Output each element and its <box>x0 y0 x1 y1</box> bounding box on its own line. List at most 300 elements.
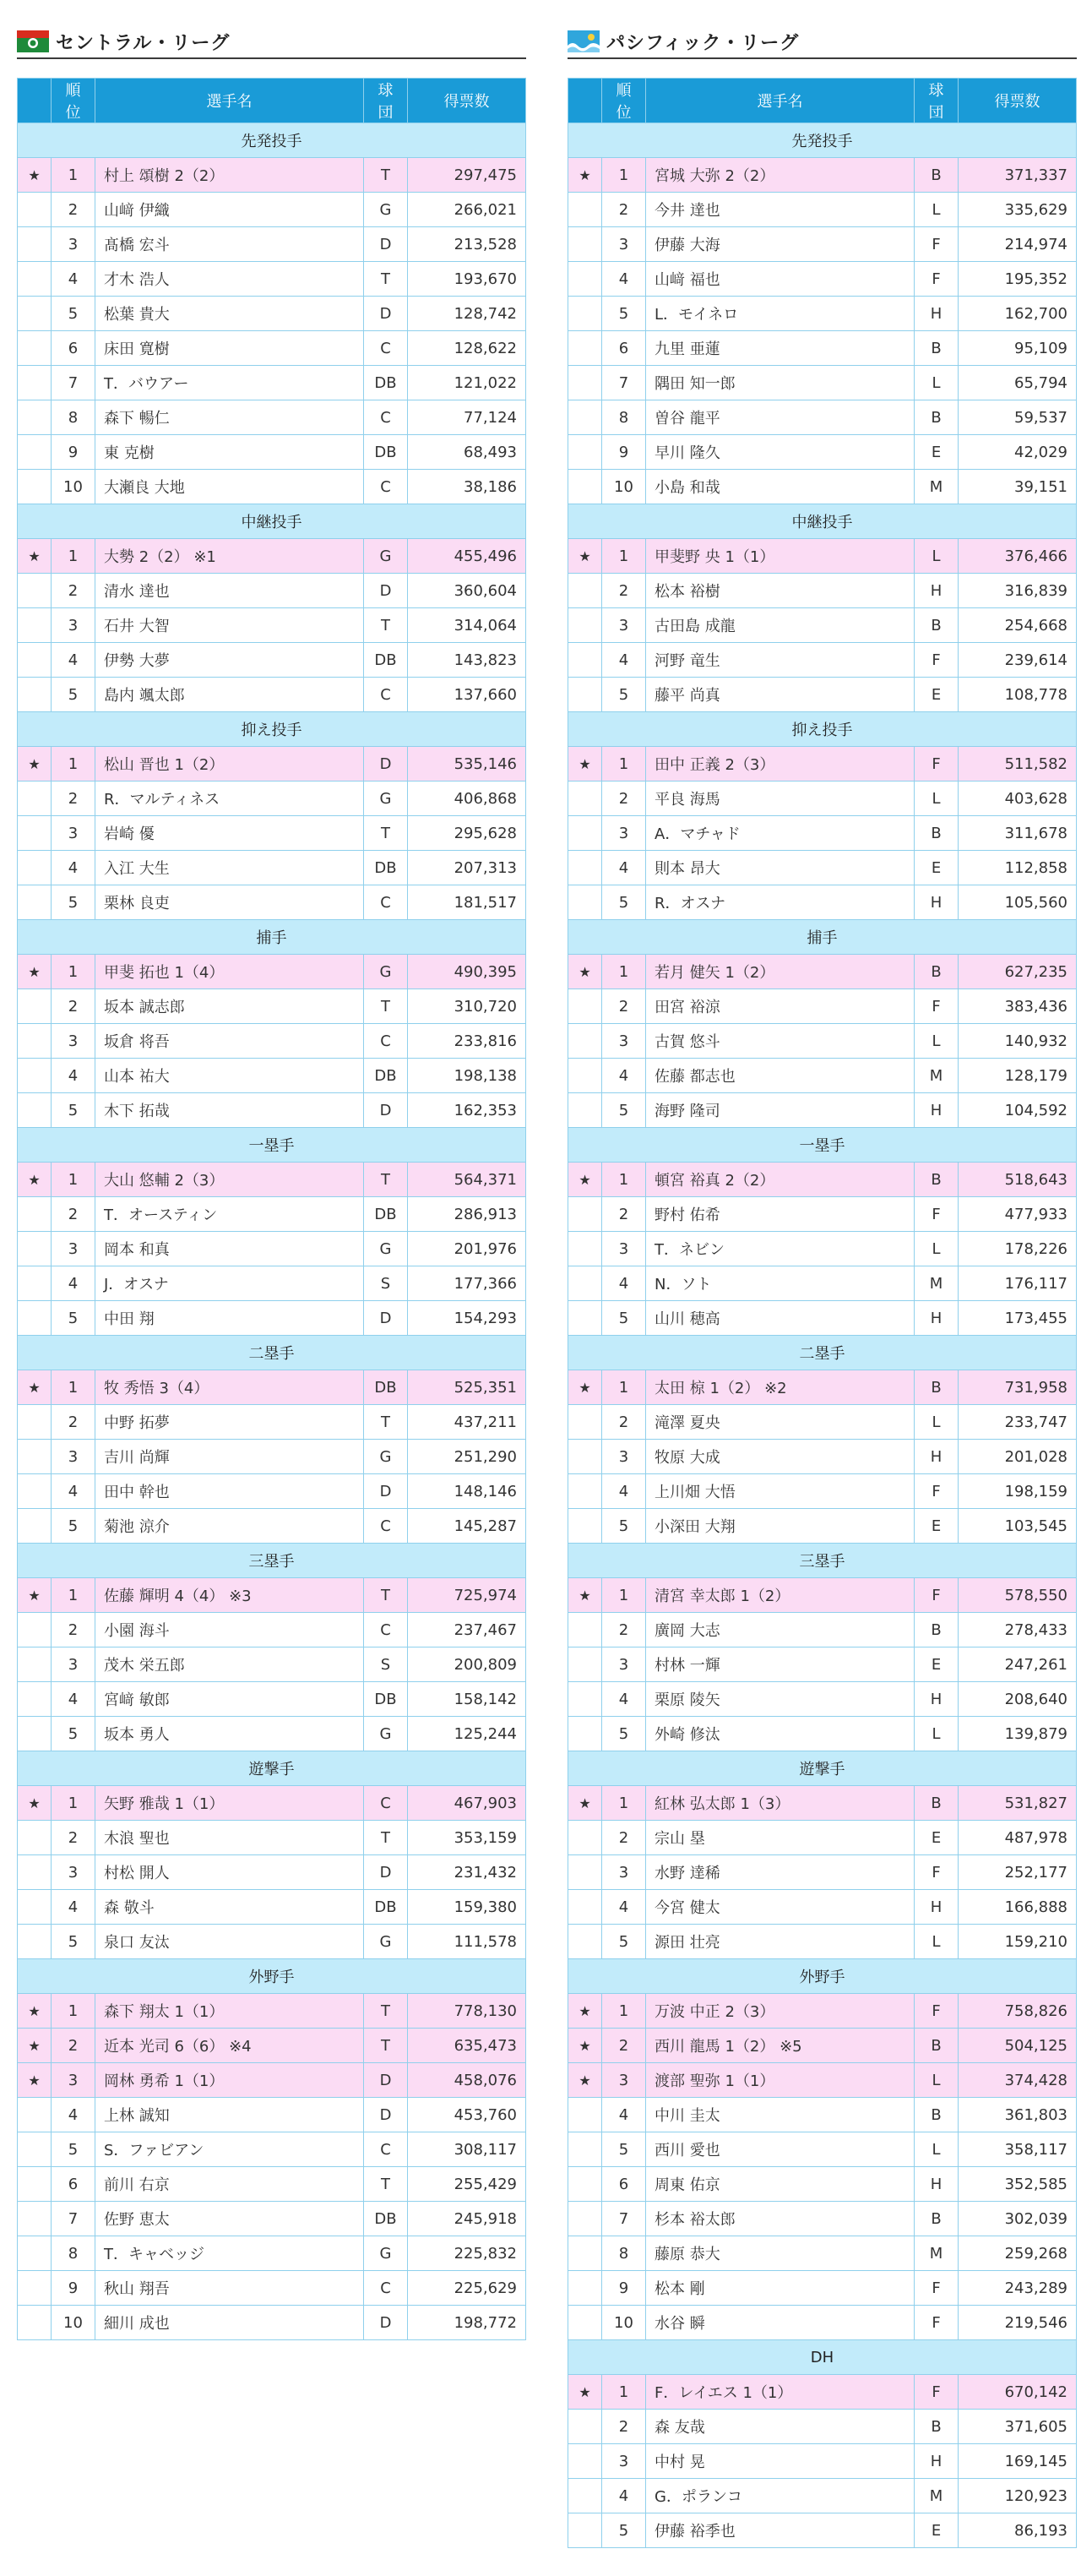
rank-cell: 5 <box>602 1301 646 1336</box>
player-name-cell: 河野 竜生 <box>646 643 915 678</box>
table-row <box>18 193 526 227</box>
votes-cell: 725,974 <box>408 1578 526 1613</box>
star-cell <box>568 885 602 920</box>
rank-cell: 1 <box>52 1578 95 1613</box>
star-cell <box>18 1266 52 1301</box>
votes-cell: 531,827 <box>959 1786 1077 1821</box>
player-name-cell: 宮﨑 敏郎 <box>95 1682 364 1717</box>
star-cell <box>18 331 52 366</box>
rank-cell: 9 <box>52 435 95 470</box>
table-row <box>568 747 1077 782</box>
team-cell: F <box>915 989 959 1024</box>
pacific-league-panel <box>568 25 1077 2548</box>
rank-cell: 10 <box>602 470 646 504</box>
table-row <box>18 1474 526 1509</box>
player-name-cell: 若月 健矢 1（2） <box>646 955 915 989</box>
position-label: 抑え投手 <box>18 712 526 747</box>
rank-cell: 6 <box>602 331 646 366</box>
votes-cell: 225,832 <box>408 2236 526 2271</box>
votes-cell: 38,186 <box>408 470 526 504</box>
team-cell: E <box>915 1509 959 1544</box>
star-cell <box>18 1440 52 1474</box>
team-cell: L <box>915 193 959 227</box>
rank-cell: 7 <box>52 366 95 400</box>
star-cell <box>568 2202 602 2236</box>
player-name-cell: 細川 成也 <box>95 2306 364 2340</box>
team-cell: F <box>915 227 959 262</box>
team-cell: H <box>915 1890 959 1925</box>
star-cell <box>18 2306 52 2340</box>
votes-cell: 352,585 <box>959 2167 1077 2202</box>
table-row <box>18 885 526 920</box>
league-name: セントラル・リーグ <box>56 32 231 54</box>
star-cell <box>568 643 602 678</box>
votes-cell: 490,395 <box>408 955 526 989</box>
player-name-cell: 村上 頌樹 2（2） <box>95 158 364 193</box>
player-name-cell: 栗原 陵矢 <box>646 1682 915 1717</box>
star-cell <box>568 1266 602 1301</box>
star-cell <box>18 2202 52 2236</box>
rank-column-header: 順位 <box>52 79 95 123</box>
team-cell: F <box>915 643 959 678</box>
team-cell: E <box>915 435 959 470</box>
votes-cell: 406,868 <box>408 782 526 816</box>
rank-cell: 5 <box>602 297 646 331</box>
table-row <box>568 1163 1077 1197</box>
team-cell: D <box>364 2063 408 2098</box>
star-cell <box>568 1925 602 1959</box>
star-cell <box>568 331 602 366</box>
position-header-row <box>568 1751 1077 1786</box>
position-header-row <box>18 712 526 747</box>
votes-cell: 178,226 <box>959 1232 1077 1266</box>
team-cell: G <box>364 193 408 227</box>
rank-cell: 5 <box>52 678 95 712</box>
rank-cell: 2 <box>602 193 646 227</box>
position-header-row <box>18 1128 526 1163</box>
star-cell <box>18 366 52 400</box>
player-name-cell: 紅林 弘太郎 1（3） <box>646 1786 915 1821</box>
position-label: 三塁手 <box>568 1544 1077 1578</box>
star-cell <box>568 2167 602 2202</box>
table-row <box>568 1509 1077 1544</box>
position-header-row <box>568 1959 1077 1994</box>
votes-cell: 511,582 <box>959 747 1077 782</box>
table-row <box>18 262 526 297</box>
star-cell <box>18 816 52 851</box>
rank-cell: 5 <box>52 1509 95 1544</box>
votes-cell: 778,130 <box>408 1994 526 2029</box>
rank-cell: 2 <box>52 2029 95 2063</box>
player-name-cell: 則本 昂大 <box>646 851 915 885</box>
rank-cell: 5 <box>52 1717 95 1751</box>
star-cell <box>18 1405 52 1440</box>
rank-cell: 4 <box>52 1474 95 1509</box>
player-name-cell: 山川 穂高 <box>646 1301 915 1336</box>
table-row <box>568 2513 1077 2548</box>
table-row <box>18 1266 526 1301</box>
table-row <box>568 331 1077 366</box>
rank-cell: 8 <box>602 400 646 435</box>
table-row <box>568 989 1077 1024</box>
team-cell: T <box>364 262 408 297</box>
star-cell <box>568 400 602 435</box>
team-cell: C <box>364 678 408 712</box>
star-cell <box>568 989 602 1024</box>
star-cell <box>18 400 52 435</box>
player-name-cell: 小園 海斗 <box>95 1613 364 1647</box>
star-cell <box>568 1509 602 1544</box>
player-name-cell: 森下 翔太 1（1） <box>95 1994 364 2029</box>
player-name-cell: 佐野 恵太 <box>95 2202 364 2236</box>
star-cell <box>18 2167 52 2202</box>
rank-cell: 5 <box>52 1925 95 1959</box>
table-row <box>568 2132 1077 2167</box>
votes-cell: 477,933 <box>959 1197 1077 1232</box>
votes-cell: 176,117 <box>959 1266 1077 1301</box>
star-cell <box>18 1821 52 1855</box>
table-row <box>568 2479 1077 2513</box>
star-cell <box>18 608 52 643</box>
table-row <box>568 1232 1077 1266</box>
votes-cell: 371,605 <box>959 2410 1077 2444</box>
rank-cell: 9 <box>602 435 646 470</box>
team-cell: H <box>915 2444 959 2479</box>
rank-cell: 5 <box>602 1717 646 1751</box>
player-name-cell: 野村 佑希 <box>646 1197 915 1232</box>
rank-cell: 4 <box>52 1059 95 1093</box>
elected-star-icon: ★ <box>568 2029 602 2063</box>
player-name-cell: T．キャベッジ <box>95 2236 364 2271</box>
team-cell: B <box>915 331 959 366</box>
table-row <box>18 400 526 435</box>
table-row <box>18 1821 526 1855</box>
rank-cell: 6 <box>52 331 95 366</box>
rank-cell: 1 <box>602 1994 646 2029</box>
table-row <box>18 851 526 885</box>
league-header <box>17 25 526 59</box>
star-cell <box>568 1197 602 1232</box>
votes-column-header: 得票数 <box>408 79 526 123</box>
votes-cell: 198,772 <box>408 2306 526 2340</box>
player-name-cell: 岡本 和真 <box>95 1232 364 1266</box>
votes-cell: 65,794 <box>959 366 1077 400</box>
star-cell <box>18 851 52 885</box>
player-name-cell: 中川 圭太 <box>646 2098 915 2132</box>
table-row <box>18 227 526 262</box>
player-name-cell: 杉本 裕太郎 <box>646 2202 915 2236</box>
team-cell: G <box>364 1717 408 1751</box>
player-name-cell: L．モイネロ <box>646 297 915 331</box>
votes-cell: 140,932 <box>959 1024 1077 1059</box>
team-cell: C <box>364 1024 408 1059</box>
rank-cell: 1 <box>52 1370 95 1405</box>
votes-cell: 162,353 <box>408 1093 526 1128</box>
rank-cell: 1 <box>602 1370 646 1405</box>
votes-cell: 120,923 <box>959 2479 1077 2513</box>
league-header <box>568 25 1077 59</box>
central-vote-table <box>17 78 526 2340</box>
votes-cell: 166,888 <box>959 1890 1077 1925</box>
votes-cell: 245,918 <box>408 2202 526 2236</box>
position-label: 遊撃手 <box>568 1751 1077 1786</box>
table-row <box>18 643 526 678</box>
team-cell: T <box>364 608 408 643</box>
position-label: 先発投手 <box>568 123 1077 158</box>
team-cell: L <box>915 1405 959 1440</box>
team-cell: H <box>915 1093 959 1128</box>
table-row <box>568 1093 1077 1128</box>
votes-cell: 254,668 <box>959 608 1077 643</box>
star-cell <box>18 1890 52 1925</box>
team-cell: H <box>915 2167 959 2202</box>
position-label: DH <box>568 2340 1077 2375</box>
table-row <box>568 678 1077 712</box>
position-label: 外野手 <box>18 1959 526 1994</box>
rank-cell: 4 <box>602 1266 646 1301</box>
team-cell: L <box>915 2132 959 2167</box>
star-cell <box>568 1093 602 1128</box>
star-cell <box>18 227 52 262</box>
team-cell: DB <box>364 643 408 678</box>
table-row <box>568 539 1077 574</box>
table-row <box>568 1440 1077 1474</box>
rank-cell: 1 <box>52 747 95 782</box>
star-cell <box>568 470 602 504</box>
table-row <box>568 574 1077 608</box>
rank-cell: 2 <box>602 1197 646 1232</box>
votes-cell: 104,592 <box>959 1093 1077 1128</box>
votes-cell: 177,366 <box>408 1266 526 1301</box>
votes-cell: 201,976 <box>408 1232 526 1266</box>
position-header-row <box>18 1544 526 1578</box>
votes-cell: 239,614 <box>959 643 1077 678</box>
team-cell: T <box>364 1163 408 1197</box>
votes-cell: 181,517 <box>408 885 526 920</box>
player-name-cell: 甲斐 拓也 1（4） <box>95 955 364 989</box>
team-cell: F <box>915 2306 959 2340</box>
rank-cell: 3 <box>602 1647 646 1682</box>
rank-cell: 2 <box>52 989 95 1024</box>
votes-cell: 453,760 <box>408 2098 526 2132</box>
team-cell: T <box>364 1578 408 1613</box>
rank-cell: 1 <box>602 1163 646 1197</box>
player-name-cell: T．バウアー <box>95 366 364 400</box>
star-cell <box>568 297 602 331</box>
team-cell: G <box>364 539 408 574</box>
votes-cell: 169,145 <box>959 2444 1077 2479</box>
position-label: 遊撃手 <box>18 1751 526 1786</box>
rank-cell: 2 <box>602 1405 646 1440</box>
star-cell <box>568 678 602 712</box>
elected-star-icon: ★ <box>568 1370 602 1405</box>
star-cell <box>18 1232 52 1266</box>
table-row <box>568 400 1077 435</box>
player-name-cell: 古田島 成龍 <box>646 608 915 643</box>
star-cell <box>568 1232 602 1266</box>
star-cell <box>568 2236 602 2271</box>
team-cell: G <box>364 955 408 989</box>
position-header-row <box>568 1128 1077 1163</box>
rank-cell: 3 <box>52 227 95 262</box>
position-label: 二塁手 <box>18 1336 526 1370</box>
player-name-cell: 坂倉 将吾 <box>95 1024 364 1059</box>
table-row <box>18 435 526 470</box>
team-cell: B <box>915 2098 959 2132</box>
team-column-header: 球団 <box>364 79 408 123</box>
team-cell: F <box>915 1197 959 1232</box>
rank-cell: 5 <box>602 1509 646 1544</box>
table-row <box>568 1682 1077 1717</box>
star-cell <box>18 1925 52 1959</box>
elected-star-icon: ★ <box>568 1994 602 2029</box>
elected-star-icon: ★ <box>568 2063 602 2098</box>
team-cell: G <box>364 1232 408 1266</box>
star-cell <box>18 262 52 297</box>
elected-star-icon: ★ <box>18 2063 52 2098</box>
star-cell <box>18 1474 52 1509</box>
player-name-cell: 木下 拓哉 <box>95 1093 364 1128</box>
player-name-cell: J．オスナ <box>95 1266 364 1301</box>
player-name-cell: 古賀 悠斗 <box>646 1024 915 1059</box>
rank-cell: 2 <box>52 782 95 816</box>
team-cell: L <box>915 539 959 574</box>
player-name-cell: 才木 浩人 <box>95 262 364 297</box>
rank-cell: 2 <box>52 193 95 227</box>
votes-cell: 564,371 <box>408 1163 526 1197</box>
team-cell: L <box>915 366 959 400</box>
votes-cell: 128,622 <box>408 331 526 366</box>
team-cell: M <box>915 2236 959 2271</box>
votes-cell: 225,629 <box>408 2271 526 2306</box>
player-name-cell: 小島 和哉 <box>646 470 915 504</box>
votes-cell: 139,879 <box>959 1717 1077 1751</box>
position-header-row <box>568 504 1077 539</box>
team-cell: D <box>364 574 408 608</box>
table-row <box>18 1232 526 1266</box>
player-name-cell: 清水 達也 <box>95 574 364 608</box>
votes-cell: 137,660 <box>408 678 526 712</box>
star-cell <box>568 1821 602 1855</box>
rank-cell: 4 <box>52 1682 95 1717</box>
position-header-row <box>18 123 526 158</box>
player-name-cell: 外崎 修汰 <box>646 1717 915 1751</box>
team-cell: B <box>915 400 959 435</box>
elected-star-icon: ★ <box>568 955 602 989</box>
rank-cell: 4 <box>602 851 646 885</box>
player-name-cell: 近本 光司 6（6） ※4 <box>95 2029 364 2063</box>
player-name-cell: R．マルティネス <box>95 782 364 816</box>
table-row <box>18 297 526 331</box>
elected-star-icon: ★ <box>18 158 52 193</box>
star-cell <box>568 193 602 227</box>
votes-cell: 59,537 <box>959 400 1077 435</box>
votes-cell: 371,337 <box>959 158 1077 193</box>
rank-cell: 4 <box>52 2098 95 2132</box>
votes-cell: 231,432 <box>408 1855 526 1890</box>
table-row <box>18 1647 526 1682</box>
table-row <box>18 539 526 574</box>
table-row <box>568 1474 1077 1509</box>
table-row <box>568 851 1077 885</box>
rank-cell: 2 <box>52 574 95 608</box>
table-row <box>18 747 526 782</box>
star-cell <box>18 2098 52 2132</box>
elected-star-icon: ★ <box>568 539 602 574</box>
star-cell <box>568 2410 602 2444</box>
player-name-cell: 矢野 雅哉 1（1） <box>95 1786 364 1821</box>
star-cell <box>18 574 52 608</box>
player-name-cell: 森下 暢仁 <box>95 400 364 435</box>
team-cell: M <box>915 2479 959 2513</box>
rank-cell: 1 <box>52 1163 95 1197</box>
votes-cell: 437,211 <box>408 1405 526 1440</box>
player-name-cell: 甲斐野 央 1（1） <box>646 539 915 574</box>
table-row <box>18 2271 526 2306</box>
rank-cell: 5 <box>602 1925 646 1959</box>
player-name-cell: 髙橋 宏斗 <box>95 227 364 262</box>
player-name-cell: 菊池 涼介 <box>95 1509 364 1544</box>
table-row <box>18 366 526 400</box>
team-cell: E <box>915 678 959 712</box>
team-cell: C <box>364 470 408 504</box>
rank-cell: 2 <box>602 782 646 816</box>
player-name-cell: 平良 海馬 <box>646 782 915 816</box>
votes-cell: 112,858 <box>959 851 1077 885</box>
table-row <box>18 1093 526 1128</box>
team-cell: C <box>364 1786 408 1821</box>
star-cell <box>568 1855 602 1890</box>
team-cell: E <box>915 1647 959 1682</box>
table-row <box>18 1301 526 1336</box>
team-cell: T <box>364 989 408 1024</box>
team-cell: B <box>915 1163 959 1197</box>
team-cell: L <box>915 1925 959 1959</box>
table-row <box>568 1266 1077 1301</box>
position-header-row <box>568 1544 1077 1578</box>
star-cell <box>18 678 52 712</box>
votes-column-header: 得票数 <box>959 79 1077 123</box>
votes-cell: 213,528 <box>408 227 526 262</box>
team-cell: H <box>915 1682 959 1717</box>
team-cell: G <box>364 782 408 816</box>
rank-cell: 6 <box>52 2167 95 2202</box>
table-row <box>18 1440 526 1474</box>
votes-cell: 148,146 <box>408 1474 526 1509</box>
player-name-cell: 上川畑 大悟 <box>646 1474 915 1509</box>
player-name-cell: 秋山 翔吾 <box>95 2271 364 2306</box>
position-label: 中継投手 <box>18 504 526 539</box>
team-cell: F <box>915 1994 959 2029</box>
table-row <box>18 1163 526 1197</box>
star-cell <box>568 1024 602 1059</box>
table-row <box>18 2306 526 2340</box>
player-name-cell: 山本 祐大 <box>95 1059 364 1093</box>
team-cell: B <box>915 608 959 643</box>
votes-cell: 193,670 <box>408 262 526 297</box>
rank-cell: 4 <box>602 1059 646 1093</box>
player-name-cell: 中田 翔 <box>95 1301 364 1336</box>
team-cell: B <box>915 955 959 989</box>
rank-cell: 10 <box>52 470 95 504</box>
team-cell: B <box>915 2410 959 2444</box>
votes-cell: 259,268 <box>959 2236 1077 2271</box>
table-row <box>568 1890 1077 1925</box>
player-name-cell: 坂本 誠志郎 <box>95 989 364 1024</box>
votes-cell: 535,146 <box>408 747 526 782</box>
team-cell: F <box>915 1855 959 1890</box>
votes-cell: 233,816 <box>408 1024 526 1059</box>
